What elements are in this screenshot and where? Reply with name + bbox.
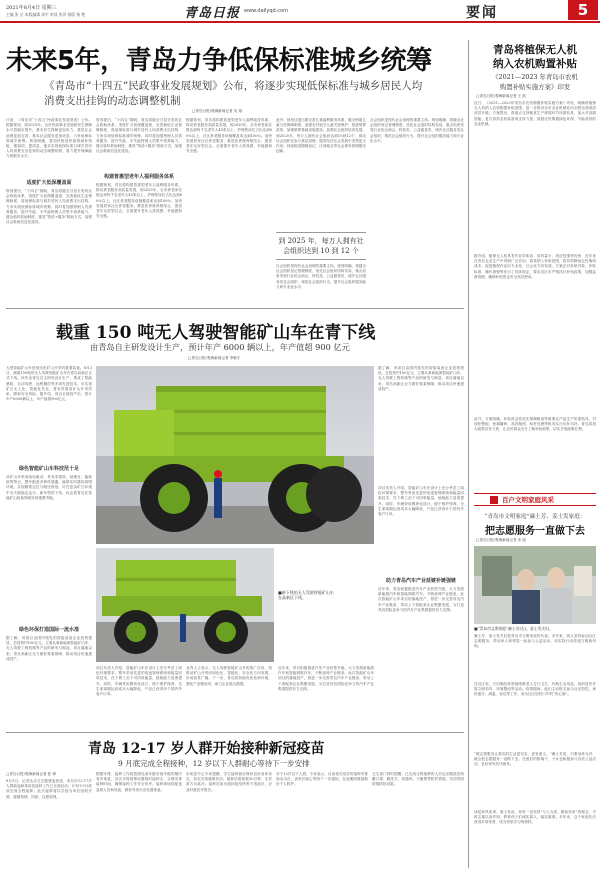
- article1-deck-line1: 《青岛市“十四五”民政事业发展规划》公布，将逐步实现低保标准与城乡居民人均: [44, 80, 423, 92]
- story-deck: “青岛市文明家庭”廉士芳、姜士发家庭：: [484, 514, 586, 520]
- article1-col5: [370, 118, 464, 302]
- article1-subhead2: 构建普惠型老年人福利服务体系: [103, 174, 174, 180]
- sidebar-para1: 近日，《2021—2023年青岛市农机购置补贴实施方案》印发，明确将植保无人机纳入农机购置补贴范围，进一步推动全市农业机械化向全程全面高质高效升级。方案提出，将重点支持粮食生产薄弱环节所需机具，加大对高端智能、复式高效农机装备的支持力度，鼓励农民购置绿色环保、节能高效的农业机械。: [474, 101, 596, 126]
- article2-photo-caption-text: ■新下线的无人驾驶智能矿山车在高新区下线。: [278, 590, 334, 601]
- article3-col3: [186, 772, 272, 869]
- sidebar-article-body: [474, 101, 596, 489]
- article1-subhead1: 适度扩大低保覆盖面: [26, 180, 72, 186]
- story-para4: 谈起家风家训，姜士发说，家里一直坚持“与人为善、勤俭持家”的理念，平时注重以身作则，教育孩子们诚实做人、踏实做事。多年来，这个家庭先后获得多项荣誉，成为邻里学习的榜样。: [474, 810, 596, 825]
- page-number: 5: [577, 1, 589, 19]
- story-body: [474, 634, 596, 868]
- column-divider: [468, 40, 469, 868]
- story-para3: “做志愿服务让我们的生活更充实、更有意义。”廉士芳说，只要身体允许，就会把志愿服务一直做下去。在他们的影响下，子女也积极参与各类公益活动，良好家风代代相传。: [474, 752, 596, 767]
- sidebar-para2: 据介绍，植保无人机具有作业效率高、用药量少、适应性强等优势，近年来在青岛农业生产中得到广泛应用。将其纳入补贴范围，将有效降低农民购机成本，促进植保作业向专业化、社会化方向发展。方案还对补贴对象、补贴标准、操作流程等作出了具体规定，要求各区市严格执行补贴政策，加强监督管理，确保补贴资金安全高效使用。: [474, 254, 596, 279]
- article2-col-mid3: [278, 666, 374, 726]
- sidebar-byline: □青岛日报/观海新闻记者 王 凯: [476, 94, 527, 98]
- article2-headline: 载重 150 吨无人驾驶智能矿山车在青下线: [56, 323, 376, 343]
- article2-subhead3: 助力青岛汽车产业延链补链强链: [385, 578, 456, 584]
- story-photo: [474, 546, 596, 624]
- article2-photo-main: [96, 366, 374, 544]
- sidebar-headline-line1: 青岛将植保无人机: [493, 44, 577, 56]
- masthead-rule: [0, 21, 600, 23]
- article2-subhead2: 绿色环保打造国际一流水准: [18, 627, 79, 633]
- article1-byline: □青岛日报/观海新闻记者 吴 翔: [192, 109, 243, 113]
- article2-bottom-rule: [6, 732, 464, 733]
- article1-col2-para2: 根据规划，青岛将构建普惠型老年人福利服务体系，推动养老服务高质量发展，到2025年，全市养老床位数达到每千名老年人45张以上，护理型床位占比达到60%以上，社区养老服务设施覆盖率达到100%。加快发展居家社区养老服务，推进医养康养相结合，建设老年友好型社会，全面提升老年人获得感、幸福感和安全感。: [96, 183, 182, 219]
- article2-byline: □青岛日报/观海新闻记者 李敏宇: [188, 356, 241, 360]
- story-photo-caption: ■“青岛市文明家庭”廉士芳(右)、姜士发夫妇。: [474, 626, 553, 631]
- masthead-editors: 主编 张 岳 本版编辑 周平 审读 张萍 排版 杨 艳: [6, 12, 86, 17]
- article2-col-mid1: [96, 666, 182, 726]
- article1-col5-para1: 社会组织是现代社会治理的重要主体。规划明确，将健全社会组织登记管理制度，优化社会组织结构布局，重点培育发展行业协会商会、科技类、公益慈善类、城乡社区服务类社会组织，规范社会组织行为，提升社会组织服务能力和专业化水平。: [370, 118, 464, 143]
- article1-col4: [276, 118, 366, 302]
- column-banner-title: 百户文明家庭风采: [502, 496, 554, 504]
- masthead-date: 2021年8月4日 星期三: [6, 5, 57, 11]
- family-photo: [474, 546, 596, 624]
- article3-col4: [276, 772, 368, 869]
- sidebar-headline-line2: 纳入农机购置补贴: [493, 58, 577, 70]
- article2-col1: [6, 366, 92, 726]
- article2-col1-para3: 据了解，该项目由国内领先的智能装备企业投资建设，总投资约100亿元，主要从事新能源智能矿山车、无人驾驶工程机械等产品的研发与制造。项目落地以来，青岛高新区全力做好要素保障，推动项目快速建成投产。: [6, 636, 92, 661]
- article1-headline: 未来5年，青岛力争低保标准城乡统筹: [6, 46, 432, 76]
- article1-col4-para1: 此外，规划还提出要完善儿童福利服务体系，健全困境儿童分类保障制度，加强农村留守儿童关爱保护；推进殡葬改革，加强殡葬基础设施建设；加强社会组织培育发展，到2025年，每万人拥有社会组织达到10到12个，推动社会组织在参与基层治理、服务经济社会发展中发挥更大作用；持续推进婚姻登记、区划地名等社会事务管理服务创新。: [276, 118, 366, 154]
- article3-col2-para: 根据安排，接种工作将按照先高年级后低年级的顺序有序推进，各区市将统筹设置临时接种点，合理安排接种时间，确保接种工作安全有序。接种现场将配备急救人员和设备，做好异常反应处置准备。: [96, 772, 182, 792]
- article1-col4-para2: 社会组织是现代社会治理的重要主体。规划明确，将健全社会组织登记管理制度，优化社会组织结构布局，重点培育发展行业协会商会、科技类、公益慈善类、城乡社区服务类社会组织，规范社会组织行为，提升社会组织服务能力和专业化水平。: [276, 264, 366, 289]
- masthead-url: www.dailyqd.com: [244, 8, 288, 14]
- article3-col5-para: 卫生部门同时提醒，已完成全程接种的人员也应继续坚持戴口罩、勤洗手、常通风、少聚集等防护措施，共同巩固疫情防控成果。: [372, 772, 464, 787]
- sidebar-para3: 此外，方案明确，补贴资金将优先保障粮食等重要农产品生产所需机具，对深松整地、免耕播种、高效植保、秸秆处理等机具实行应补尽补。青岛将加大政策宣传力度，让农民群众充分了解补贴政策，切实享受政策红利。: [474, 417, 596, 432]
- article1-col1: [6, 118, 92, 302]
- article2-col1-para1: 大型智能矿山车是现代化矿山开采的重要装备。8月3日，载重150吨的无人驾驶智能矿山车在青岛高新区正式下线。该车由青岛自主研发设计生产，集成了智能感知、自动驾驶、远程操控等多项先进技术，可实现矿区无人化、智能化作业，将有效提高矿山开采效率，降低安全风险。据介绍，项目全面投产后，预计年产6000辆以上，年产值超900亿元。: [6, 366, 92, 402]
- article1-col3-para1: 根据规划，青岛将构建普惠型老年人福利服务体系，推动养老服务高质量发展，到2025年，全市养老床位数达到每千名老年人45张以上，护理型床位占比达到60%以上，社区养老服务设施覆盖率达到100%。加快发展居家社区养老服务，推进医养康养相结合，建设老年友好型社会，全面提升老年人获得感、幸福感和安全感。: [186, 118, 272, 154]
- article2-photo-second: [96, 548, 274, 662]
- column-banner: [474, 493, 596, 506]
- sidebar-deck-line2: 购置补贴实施方案》印发: [499, 83, 571, 91]
- article3-col4-para: 对于12岁以下人群，专家表示，目前相关疫苗的接种安排尚未出台，请家长耐心等待下一步通知，在此期间继续做好个人防护。: [276, 772, 368, 787]
- article1-deck-line2: 消费支出挂钩的动态调整机制: [44, 95, 181, 107]
- story-para2: 在社区里，夫妇俩经常帮助困难老人打扫卫生、代购生活用品，组织居民开展文明劝导、环境整治等活动。疫情期间，他们主动报名参与社区防控，承担值守、测温、登记等工作，成为社区居民口中的“热心肠”。: [474, 682, 596, 697]
- mining-truck-photo: [96, 366, 374, 544]
- mining-truck-photo-2: [96, 548, 274, 662]
- article2-col-right: [378, 366, 464, 726]
- article2-photo-caption: [278, 590, 334, 601]
- story-title: 把志愿服务一直做下去: [485, 526, 585, 537]
- article1-col3: [186, 118, 272, 302]
- article3-byline: □青岛日报/观海新闻记者 张 婵: [6, 772, 57, 776]
- story-para1: 廉士芳、姜士发夫妇是青岛市文明家庭的代表。多年来，两人坚持参加社区志愿服务，带动家人和邻居一起参与公益活动，用实际行动传递文明新风尚。: [474, 634, 596, 649]
- truck-bed: [156, 386, 326, 456]
- article2-col1-para2: 该矿山车采用纯电驱动，具有零排放、低噪音、能耗低等特点，整车配备多种传感器，能够实时感知周围环境，实现精准定位与路径规划，可在复杂矿区环境中全天候稳定运行。新车型的下线，标志着青岛在智能矿山装备领域实现重要突破。: [6, 475, 92, 500]
- article1-col1-para2: 规划提出，“十四五”期间，青岛将健全分层分类的社会救助体系，适度扩大低保覆盖面，完善最低生活保障制度，将低保标准与城乡居民人均消费支出挂钩，力争实现低保标准城乡统筹。同时将加强特困人员供养服务，提升失能、半失能特困人员集中供养能力，健全临时救助制度，推进“物质+服务”救助方式，加强社会救助信息化建设。: [6, 189, 92, 225]
- article1-col1-para1: 日前，《青岛市“十四五”民政事业发展规划》公布。根据规划，到2025年，全市民政事业发展和民生保障水平将稳步提升，基本民生保障更加有力，基层社会治理更加完善，基本社会服务更加优质，力争低保标准城乡统筹。规划明确，将加快推进民政领域补短板、强弱项、提质量，逐步实现低保标准与城乡居民人均消费支出挂钩的动态调整机制，着力提升保障能力和服务水平。: [6, 118, 92, 159]
- article1-callout: [276, 232, 366, 260]
- article2-col-mid2: [186, 666, 272, 726]
- truck-wheel-rear2: [306, 466, 362, 522]
- article2-mid1-para: 项目负责人介绍，智能矿山车在设计上充分考虑了绿色环保要求，整车采用先进的电池管理系统和能量回收技术，在下坡工况下可回收能量，续航能力显著提升。同时，车辆采用模块化设计，便于维护保养，全生命周期运营成本大幅降低，产品已获得多个国内外客户订单。: [96, 666, 182, 697]
- article3-col1-para: 8月3日，记者从市卫生健康委获悉，青岛市12-17岁人群新冠病毒疫苗接种工作已全面启动，计划于9月底前完成全程接种。此次接种将以学校为单位组织开展，遵循知情、同意、自愿原则。: [6, 779, 92, 799]
- article1-callout-text: 到 2025 年，每万人拥有社会组织达到 10 到 12 个: [278, 237, 364, 255]
- masthead: [0, 0, 600, 22]
- sidebar-deck-line1: 《2021—2023 年青岛市农机: [492, 73, 578, 81]
- story-byline: □青岛日报/观海新闻记者 宋 晗: [476, 538, 527, 542]
- column-banner-mark: [490, 496, 498, 504]
- article3-deck: 9 月底完成全程接种，12 岁以下人群耐心等待下一步安排: [118, 759, 310, 768]
- article1-col2: [96, 118, 182, 302]
- article3-col3-para: 市疾控中心专家提醒，学生接种前应保持良好身体状态，如实告知健康状况；接种后需留观30分钟，无异常方可离开。接种后如出现持续发热等不适症状，应及时就医并报告。: [186, 772, 272, 792]
- photo-person: [214, 478, 222, 518]
- article3-col5: [372, 772, 464, 869]
- article3-col1: [6, 779, 92, 869]
- article2-right-para3: 近年来，青岛积极推进汽车产业转型升级，大力发展新能源汽车和智能网联汽车，不断延伸产业链条。此次智能矿山车项目的落地投产，将进一步完善青岛汽车产业链条，带动上下游配套企业集聚发展，为打造具有国际竞争力的汽车产业集群提供有力支撑。: [378, 587, 464, 612]
- article1-bottom-rule: [6, 308, 464, 309]
- article2-mid3-para: 近年来，青岛积极推进汽车产业转型升级，大力发展新能源汽车和智能网联汽车，不断延伸产业链条。此次智能矿山车项目的落地投产，将进一步完善青岛汽车产业链条，带动上下游配套企业集聚发展，为打造具有国际竞争力的汽车产业集群提供有力支撑。: [278, 666, 374, 691]
- article2-right-para2: 项目负责人介绍，智能矿山车在设计上充分考虑了绿色环保要求，整车采用先进的电池管理系统和能量回收技术，在下坡工况下可回收能量，续航能力显著提升。同时，车辆采用模块化设计，便于维护保养，全生命周期运营成本大幅降低，产品已获得多个国内外客户订单。: [378, 486, 464, 517]
- article2-deck: 由青岛自主研发设计生产，预计年产 6000 辆以上，年产值超 900 亿元: [90, 342, 350, 352]
- article2-mid2-para: 业内人士表示，无人驾驶智能矿山车的推广应用，将推动矿山开采向绿色化、智能化、安全化方向发展，市场前景广阔。下一步，青岛将持续优化营商环境，强化产业链协同，助力企业做大做强。: [186, 666, 272, 686]
- section-title: 要闻: [466, 5, 498, 21]
- masthead-logo: 青岛日报: [184, 6, 241, 21]
- article2-right-para1: 据了解，该项目由国内领先的智能装备企业投资建设，总投资约100亿元，主要从事新能源智能矿山车、无人驾驶工程机械等产品的研发与制造。项目落地以来，青岛高新区全力做好要素保障，推动项目快速建成投产。: [378, 366, 464, 391]
- article3-headline: 青岛 12-17 岁人群开始接种新冠疫苗: [88, 741, 325, 757]
- article2-subhead1: 绿色智能矿山车科技范十足: [18, 466, 79, 472]
- truck-bed-ribs: [156, 386, 326, 392]
- article1-col2-para1: 规划提出，“十四五”期间，青岛将健全分层分类的社会救助体系，适度扩大低保覆盖面，完善最低生活保障制度，将低保标准与城乡居民人均消费支出挂钩，力争实现低保标准城乡统筹。同时将加强特困人员供养服务，提升失能、半失能特困人员集中供养能力，健全临时救助制度，推进“物质+服务”救助方式，加强社会救助信息化建设。: [96, 118, 182, 154]
- article3-col2: [96, 772, 182, 869]
